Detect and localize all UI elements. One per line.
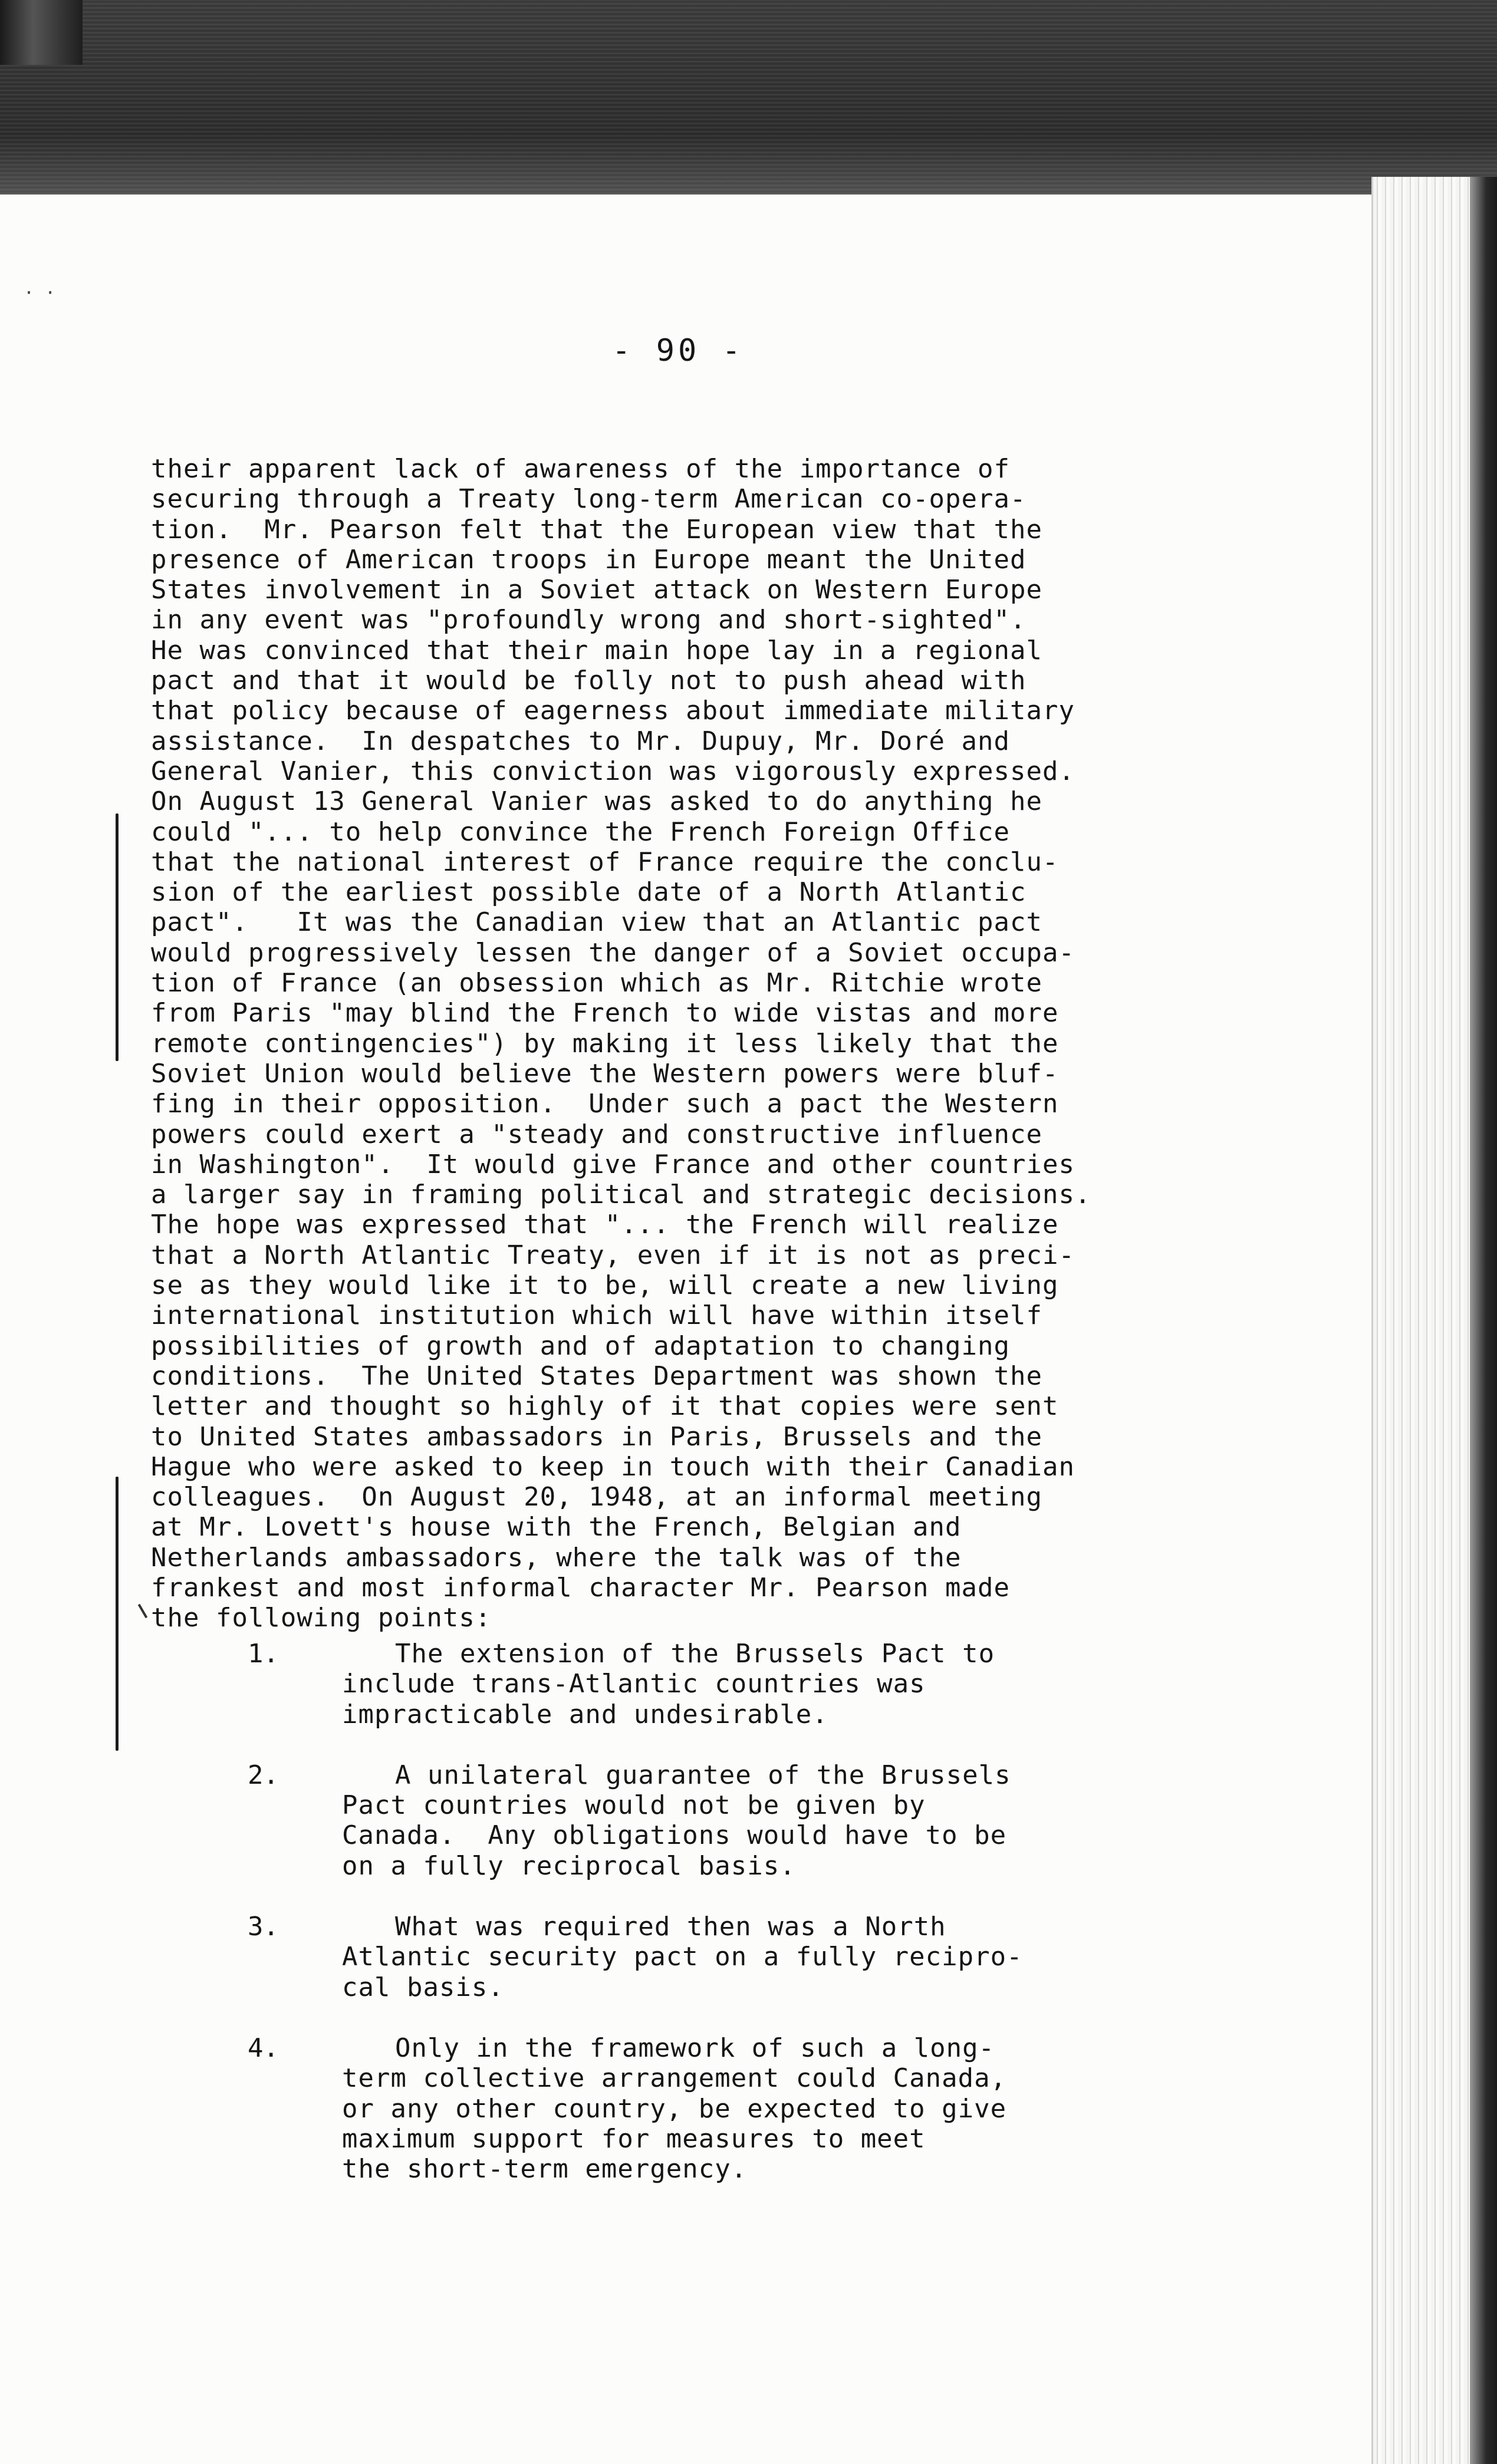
paragraph-line: remote contingencies") by making it less likely that the — [151, 1028, 1059, 1059]
paragraph-line: at Mr. Lovett's house with the French, Belgian and — [151, 1512, 962, 1543]
paragraph-line: pact". It was the Canadian view that an Atlantic pact — [151, 907, 1042, 938]
paragraph-line: Netherlands ambassadors, where the talk was of the — [151, 1542, 962, 1573]
paragraph-line: presence of American troops in Europe meant the United — [151, 544, 1026, 575]
paragraph-line: to United States ambassadors in Paris, Brussels and the — [151, 1421, 1042, 1452]
point-line: term collective arrangement could Canada, — [342, 2063, 1007, 2094]
point-line: cal basis. — [342, 1972, 504, 2002]
paragraph-line: colleagues. On August 20, 1948, at an informal meeting — [151, 1482, 1042, 1513]
paragraph-line: the following points: — [151, 1603, 492, 1633]
point-text — [342, 1912, 1167, 2002]
scan-specks: · · — [24, 283, 56, 304]
point-line: include trans-Atlantic countries was — [342, 1669, 926, 1699]
paragraph-line: in any event was "profoundly wrong and short-sighted". — [151, 605, 1026, 635]
paragraph-line: He was convinced that their main hope lay in a regional — [151, 635, 1042, 666]
point-line: The extension of the Brussels Pact to — [395, 1639, 995, 1669]
paragraph-line: that the national interest of France require the conclu- — [151, 846, 1059, 877]
paragraph-line: conditions. The United States Department was shown the — [151, 1361, 1042, 1391]
point-line: maximum support for measures to meet — [342, 2123, 926, 2154]
point-text — [342, 2033, 1167, 2184]
paragraph-line: tion. Mr. Pearson felt that the European view that the — [151, 514, 1042, 545]
point-line: on a fully reciprocal basis. — [342, 1850, 796, 1881]
scan-background-right — [1470, 177, 1497, 2464]
binding-clip — [0, 0, 83, 65]
margin-mark — [116, 1477, 119, 1751]
page-number: - 90 - — [612, 333, 744, 368]
margin-tick — [138, 1604, 147, 1619]
point-line: Pact countries would not be given by — [342, 1790, 926, 1821]
point-number: 3. — [248, 1912, 279, 1942]
paragraph-line: pact and that it would be folly not to push ahead with — [151, 666, 1026, 696]
paragraph-line: in Washington". It would give France and other countries — [151, 1149, 1075, 1180]
paragraph-line: possibilities of growth and of adaptation to changing — [151, 1330, 1010, 1361]
paragraph-line: On August 13 General Vanier was asked to do anything he — [151, 786, 1042, 817]
paragraph-line: from Paris "may blind the French to wide vistas and more — [151, 998, 1059, 1029]
paragraph-line: States involvement in a Soviet attack on Western Europe — [151, 575, 1042, 605]
point-number: 2. — [248, 1760, 279, 1790]
point-text — [342, 1639, 1167, 1730]
paragraph-line: a larger say in framing political and strategic decisions. — [151, 1180, 1091, 1210]
numbered-point — [248, 1760, 1167, 1881]
point-line: Canada. Any obligations would have to be — [342, 1820, 1007, 1851]
main-paragraph — [151, 454, 1248, 1633]
numbered-point — [248, 2033, 1167, 2184]
paragraph-line: fing in their opposition. Under such a pact the Western — [151, 1089, 1059, 1119]
paragraph-line: international institution which will have within itself — [151, 1300, 1042, 1331]
paragraph-line: assistance. In despatches to Mr. Dupuy, Mr. Doré and — [151, 726, 1010, 756]
point-line: A unilateral guarantee of the Brussels — [395, 1760, 1011, 1790]
point-line: Atlantic security pact on a fully recipro- — [342, 1942, 1023, 1972]
paragraph-line: that policy because of eagerness about immediate military — [151, 696, 1075, 726]
point-line: the short-term emergency. — [342, 2154, 748, 2185]
point-line: Only in the framework of such a long- — [395, 2033, 995, 2063]
paragraph-line: frankest and most informal character Mr. Pearson made — [151, 1572, 1010, 1603]
point-line: impracticable and undesirable. — [342, 1699, 828, 1730]
paragraph-line: Soviet Union would believe the Western powers were bluf- — [151, 1058, 1059, 1089]
paragraph-line: securing through a Treaty long-term American co-opera- — [151, 484, 1026, 515]
paragraph-line: General Vanier, this conviction was vigorously expressed. — [151, 756, 1075, 786]
paragraph-line: that a North Atlantic Treaty, even if it is not as preci- — [151, 1240, 1075, 1270]
paragraph-line: would progressively lessen the danger of a Soviet occupa- — [151, 937, 1075, 968]
numbered-point — [248, 1912, 1167, 2002]
point-line: What was required then was a North — [395, 1912, 946, 1942]
paragraph-line: sion of the earliest possible date of a North Atlantic — [151, 877, 1026, 908]
point-line: or any other country, be expected to give — [342, 2093, 1007, 2124]
paragraph-line: their apparent lack of awareness of the importance of — [151, 454, 1010, 484]
paragraph-line: The hope was expressed that "... the French will realize — [151, 1210, 1059, 1240]
point-number: 4. — [248, 2033, 279, 2063]
paragraph-line: letter and thought so highly of it that copies were sent — [151, 1391, 1059, 1422]
paragraph-line: Hague who were asked to keep in touch with their Canadian — [151, 1451, 1075, 1482]
point-number: 1. — [248, 1639, 279, 1669]
point-text — [342, 1760, 1167, 1881]
paragraph-line: powers could exert a "steady and constructive influence — [151, 1119, 1042, 1149]
numbered-point — [248, 1639, 1167, 1730]
paragraph-line: tion of France (an obsession which as Mr. Ritchie wrote — [151, 968, 1042, 999]
paragraph-line: se as they would like it to be, will create a new living — [151, 1270, 1059, 1301]
margin-mark — [116, 813, 119, 1061]
numbered-points-list — [248, 1639, 1167, 2215]
scan-background-top — [0, 0, 1497, 195]
paragraph-line: could "... to help convince the French Foreign Office — [151, 816, 1010, 847]
